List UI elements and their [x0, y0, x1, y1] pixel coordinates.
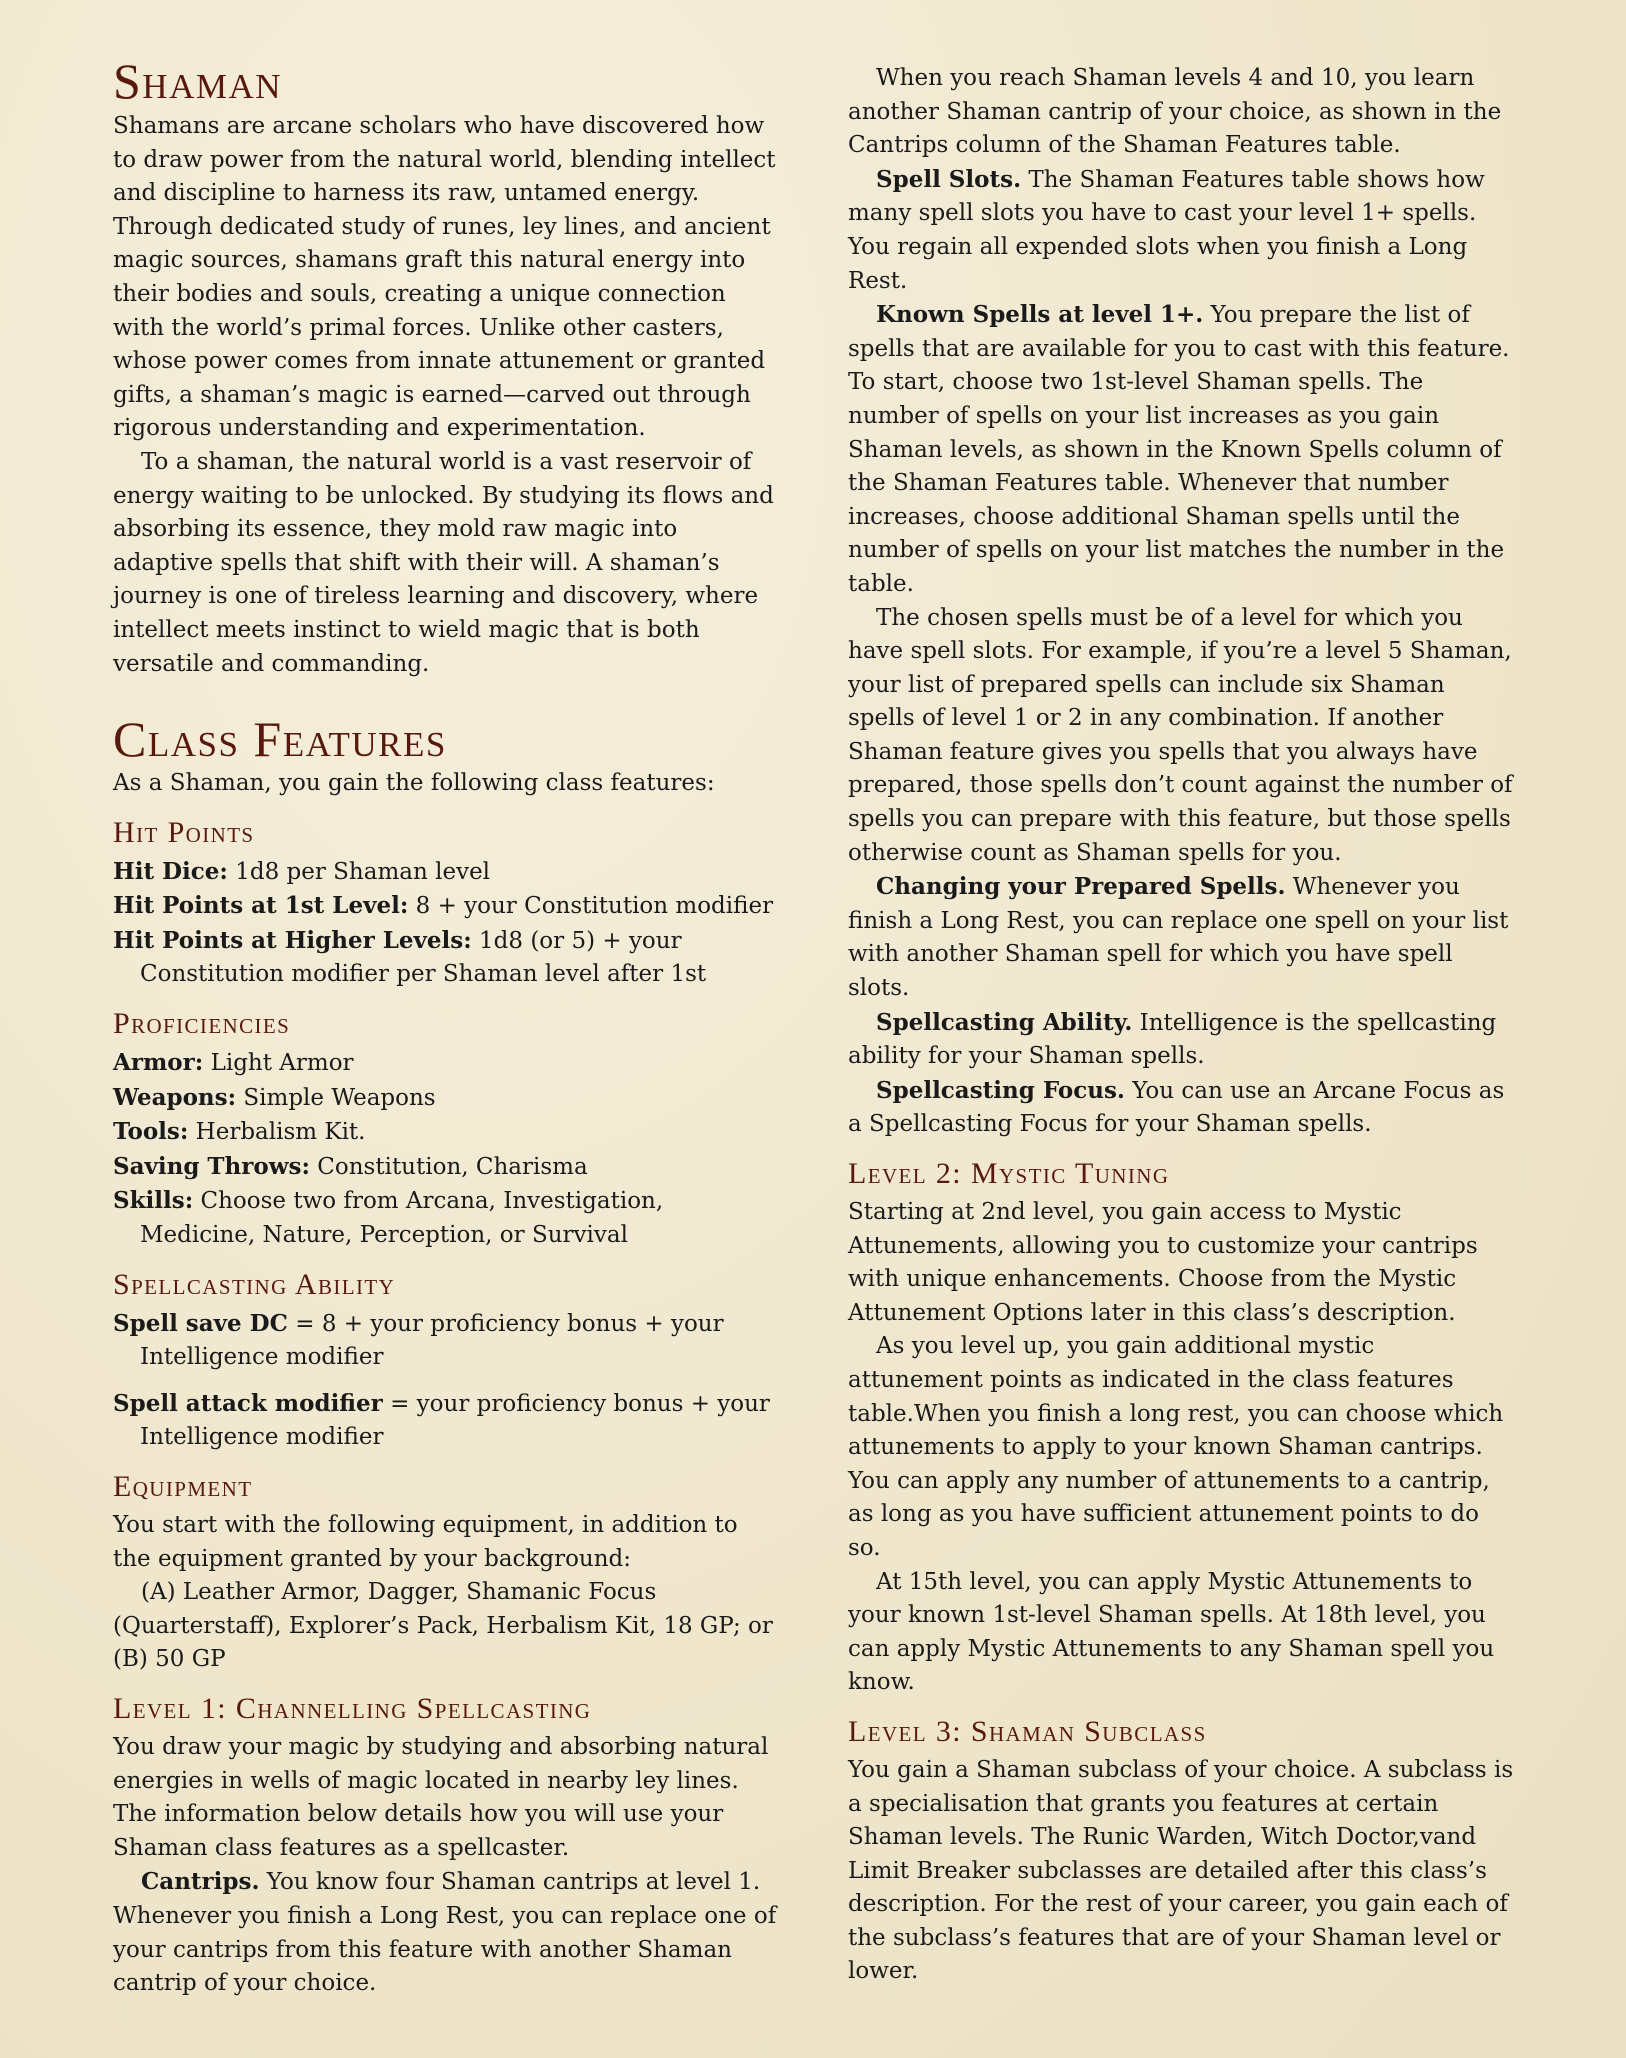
level-3-paragraph-1: You gain a Shaman subclass of your choice. A subclass is a specialisation that grants you features at certain Shaman levels. The Runic Warden, Witch Doctor,vand Limit Breaker subclasses are detailed after this class’s description. For the rest of your career, you gain each of the subclass’s features that are of your Shaman level or lower. [848, 1756, 1514, 1985]
chosen-spells-paragraph: The chosen spells must be of a level for which you have spell slots. For example, if you’re a level 5 Shaman, your list of prepared spells can include six Shaman spells of level 1 or 2 in any combination. If another Shaman feature gives you spells that you always have prepared, those spells don’t count against the number of spells you can prepare with this feature, but those spells otherwise count as Shaman spells for you. [848, 604, 1513, 866]
cantrips-label: Cantrips. [141, 1868, 260, 1896]
tools-value: Herbalism Kit. [195, 1119, 366, 1146]
level-1-heading: Level 1: Channelling Spellcasting [113, 1691, 592, 1725]
spell-save-dc-line [113, 1307, 781, 1375]
hp-first-level-value: 8 + your Constitution modifier [415, 893, 774, 920]
hp-higher-levels-value: 1d8 (or 5) + your Constitution modifier per Shaman level after 1st [140, 927, 707, 988]
weapons-label: Weapons: [113, 1083, 237, 1111]
hp-first-level-label: Hit Points at 1st Level: [113, 892, 409, 920]
level-3-heading: Level 3: Shaman Subclass [848, 1714, 1207, 1748]
intro-paragraph-1: Shamans are arcane scholars who have discovered how to draw power from the natural world, blending intellect and discipline to harness its raw, untamed energy. Through dedicated study of runes, ley lines, and ancient magic sources, shamans graft this natural energy into their bodies and souls, creating a unique connection with the world’s primal forces. Unlike other casters, whose power comes from innate attunement or granted gifts, a shaman’s magic is earned—carved out through rigorous understanding and experimentation. [113, 113, 776, 442]
changing-spells-paragraph [848, 870, 1516, 1005]
spellcasting-focus-text: You can use an Arcane Focus as a Spellcasting Focus for your Shaman spells. [848, 1077, 1505, 1138]
armor-label: Armor: [113, 1049, 204, 1077]
skills-line [113, 1184, 781, 1252]
cantrips-paragraph [113, 1865, 781, 2000]
hp-higher-levels-label: Hit Points at Higher Levels: [113, 926, 472, 954]
known-spells-paragraph [848, 298, 1516, 601]
equipment-heading: Equipment [113, 1470, 253, 1503]
tools-label: Tools: [113, 1118, 189, 1146]
spell-slots-paragraph [848, 163, 1516, 298]
known-spells-text: You prepare the list of spells that are available for you to cast with this feature. To start, choose two 1st-level Shaman spells. The number of spells on your list increases as you gain Shaman levels, as shown in the Known Spells column of the Shaman Features table. Whenever that number increases, choose additional Shaman spells until the number of spells on your list matches the number in the table. [848, 302, 1510, 597]
saving-throws-line [113, 1150, 781, 1185]
spell-attack-line [113, 1387, 781, 1455]
level-2-heading: Level 2: Mystic Tuning [848, 1157, 1170, 1190]
hit-dice-value: 1d8 per Shaman level [235, 858, 491, 885]
changing-spells-text: Whenever you finish a Long Rest, you can replace one spell on your list with another Shaman spell for which you have spell slots. [848, 874, 1509, 1002]
hit-dice-line [113, 855, 781, 890]
level-2-paragraph-2: As you level up, you gain additional mystic attunement points as indicated in the class features table.When you finish a long rest, you can choose which attunements to apply to your known Shaman cantrips. You can apply any number of attunements to a cantrip, as long as you have sufficient attunement points to do so. [848, 1333, 1504, 1561]
right-column [848, 62, 1516, 1989]
spellcasting-ability-text: Intelligence is the spellcasting ability for your Shaman spells. [848, 1009, 1497, 1070]
left-column [113, 52, 781, 2001]
hit-dice-label: Hit Dice: [113, 857, 228, 885]
hp-first-level-line [113, 889, 781, 924]
intro-paragraph-2: To a shaman, the natural world is a vast reservoir of energy waiting to be unlocked. By studying its flows and absorbing its essence, they mold raw magic into adaptive spells that shift with their will. A shaman’s journey is one of tireless learning and discovery, where intellect meets instinct to wield magic that is both versatile and commanding. [113, 448, 774, 677]
spellcasting-ability-heading: Spellcasting Ability [113, 1267, 396, 1301]
hit-points-heading: Hit Points [113, 815, 255, 849]
spell-attack-label: Spell attack modifier [113, 1389, 383, 1417]
spellcasting-ability-paragraph [848, 1006, 1516, 1074]
armor-value: Light Armor [210, 1050, 354, 1077]
class-features-heading: Class Features [113, 711, 447, 768]
armor-line [113, 1046, 781, 1081]
skills-value: Choose two from Arcana, Investigation, Medicine, Nature, Perception, or Survival [140, 1188, 664, 1249]
spell-attack-value: = your proficiency bonus + your Intelligence modifier [140, 1390, 770, 1451]
weapons-value: Simple Weapons [243, 1084, 436, 1111]
known-spells-label: Known Spells at level 1+. [876, 301, 1204, 329]
spell-slots-text: The Shaman Features table shows how many spell slots you have to cast your level 1+ spells. You regain all expended slots when you finish a Long Rest. [848, 166, 1485, 294]
spell-save-dc-value: = 8 + your proficiency bonus + your Intelligence modifier [140, 1310, 724, 1371]
class-features-intro: As a Shaman, you gain the following class features: [113, 770, 715, 797]
cantrips-text: You know four Shaman cantrips at level 1. Whenever you finish a Long Rest, you can replace one of your cantrips from this feature with another Shaman cantrip of your choice. [113, 1869, 777, 1997]
weapons-line [113, 1081, 781, 1116]
cantrips-more-paragraph: When you reach Shaman levels 4 and 10, you learn another Shaman cantrip of your choice, as shown in the Cantrips column of the Shaman Features table. [848, 65, 1502, 159]
saving-throws-label: Saving Throws: [113, 1152, 310, 1180]
spell-save-dc-label: Spell save DC [113, 1309, 288, 1337]
changing-spells-label: Changing your Prepared Spells. [876, 873, 1286, 901]
level-1-intro: You draw your magic by studying and absorbing natural energies in wells of magic located in nearby ley lines. The information below details how you will use your Shaman class features as a spellcaster. [113, 1733, 769, 1861]
spellcasting-ability-label: Spellcasting Ability. [876, 1008, 1133, 1036]
hp-higher-levels-line [113, 924, 781, 992]
skills-label: Skills: [113, 1187, 194, 1215]
spell-slots-label: Spell Slots. [876, 165, 1022, 193]
tools-line [113, 1115, 781, 1150]
spellcasting-focus-label: Spellcasting Focus. [876, 1076, 1125, 1104]
spellcasting-focus-paragraph [848, 1074, 1516, 1142]
level-2-paragraph-3: At 15th level, you can apply Mystic Attunements to your known 1st-level Shaman spells. At 18th level, you can apply Mystic Attunements to any Shaman spell you know. [848, 1568, 1495, 1696]
proficiencies-heading: Proficiencies [113, 1007, 291, 1041]
page-title: Shaman [113, 53, 283, 109]
spacer [113, 1375, 781, 1387]
equipment-options: (A) Leather Armor, Dagger, Shamanic Focus (Quarterstaff), Explorer’s Pack, Herbalism Kit, 18 GP; or (B) 50 GP [113, 1579, 773, 1673]
saving-throws-value: Constitution, Charisma [317, 1153, 588, 1180]
equipment-intro: You start with the following equipment, in addition to the equipment granted by your background: [113, 1512, 738, 1572]
level-2-paragraph-1: Starting at 2nd level, you gain access to Mystic Attunements, allowing you to customize your cantrips with unique enhancements. Choose from the Mystic Attunement Options later in this class’s description. [848, 1199, 1478, 1326]
